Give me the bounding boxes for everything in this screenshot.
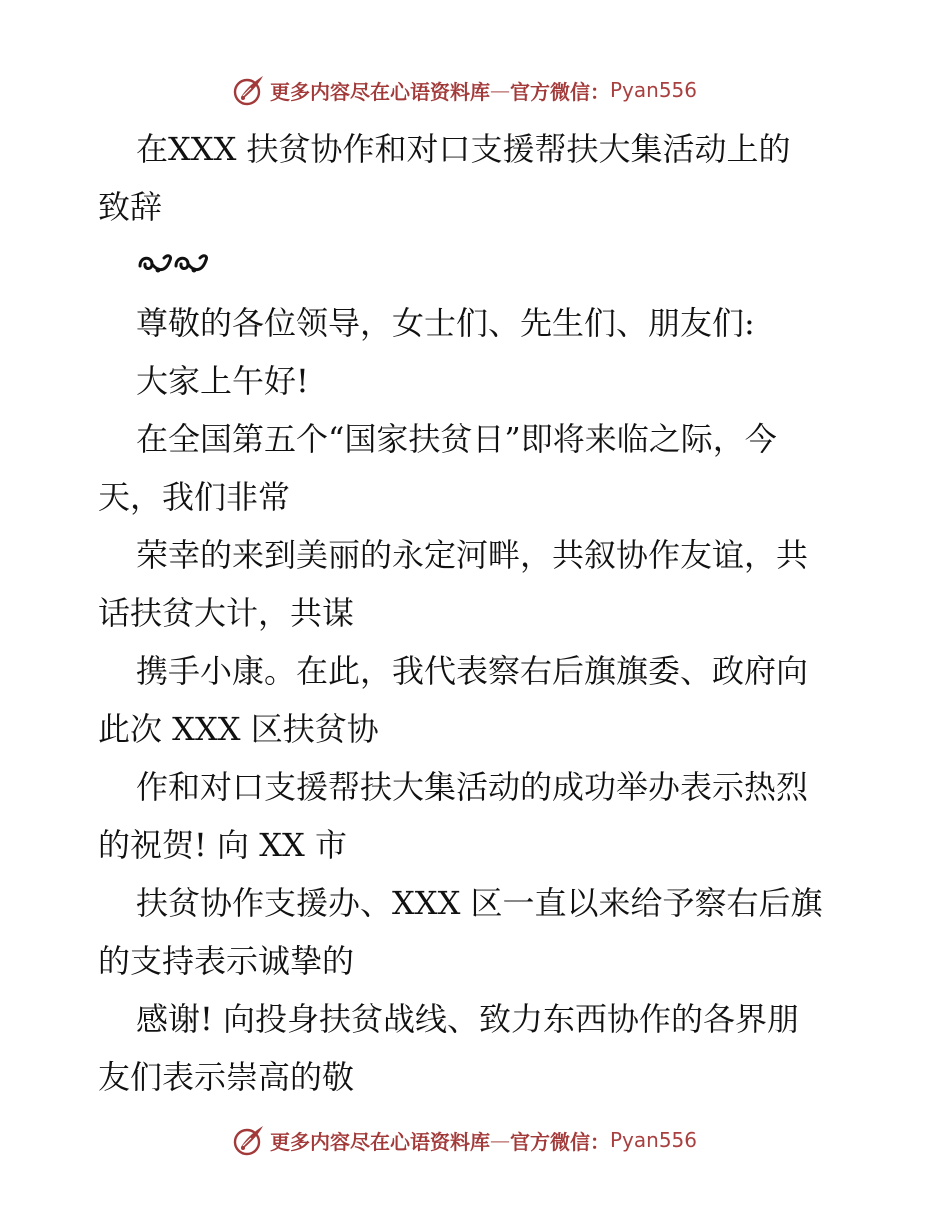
document-title-line-1: 在XXX 扶贫协作和对口支援帮扶大集活动上的 — [136, 130, 791, 168]
watermark-wechat-label: 官方微信： — [510, 1129, 610, 1154]
footer-watermark — [232, 1120, 697, 1160]
paragraph-3-line-1: 在全国第五个“国家扶贫日”即将来临之际，今 — [136, 420, 777, 458]
watermark-wechat-handle: Pyan556 — [610, 1128, 698, 1152]
paragraph-6-line-2: 的祝贺! 向 XX 市 — [98, 826, 347, 864]
quill-pen-logo-icon — [232, 73, 266, 107]
paragraph-5-line-2: 此次 XXX 区扶贫协 — [98, 710, 379, 748]
watermark-wechat-handle: Pyan556 — [610, 78, 698, 102]
paragraph-1-line-1: 尊敬的各位领导，女士们、先生们、朋友们: — [136, 304, 755, 342]
paragraph-8-line-1: 感谢! 向投身扶贫战线、致力东西协作的各界朋 — [136, 1000, 800, 1038]
paragraph-8-line-2: 友们表示崇高的敬 — [98, 1058, 355, 1096]
paragraph-4-line-1: 荣幸的来到美丽的永定河畔，共叙协作友谊，共 — [136, 536, 809, 574]
quill-pen-logo-icon — [232, 1123, 266, 1157]
fleuron-divider-icon — [136, 250, 212, 278]
watermark-separator: — — [490, 78, 510, 102]
document-body — [98, 120, 858, 1106]
watermark-separator: — — [490, 1128, 510, 1152]
paragraph-7-line-2: 的支持表示诚挚的 — [98, 942, 355, 980]
ornament-divider — [98, 236, 858, 294]
document-title-line-2: 致辞 — [98, 188, 163, 226]
paragraph-2-line-1: 大家上午好! — [136, 362, 309, 400]
paragraph-7-line-1: 扶贫协作支援办、XXX 区一直以来给予察右后旗 — [136, 884, 823, 922]
watermark-wechat-label: 官方微信： — [510, 79, 610, 104]
paragraph-4-line-2: 话扶贫大计，共谋 — [98, 594, 355, 632]
paragraph-3-line-2: 天，我们非常 — [98, 478, 291, 516]
watermark-brand-text: 更多内容尽在心语资料库 — [270, 1129, 490, 1154]
paragraph-6-line-1: 作和对口支援帮扶大集活动的成功举办表示热烈 — [136, 768, 809, 806]
header-watermark — [232, 70, 697, 110]
watermark-brand-text: 更多内容尽在心语资料库 — [270, 79, 490, 104]
paragraph-5-line-1: 携手小康。在此，我代表察右后旗旗委、政府向 — [136, 652, 809, 690]
